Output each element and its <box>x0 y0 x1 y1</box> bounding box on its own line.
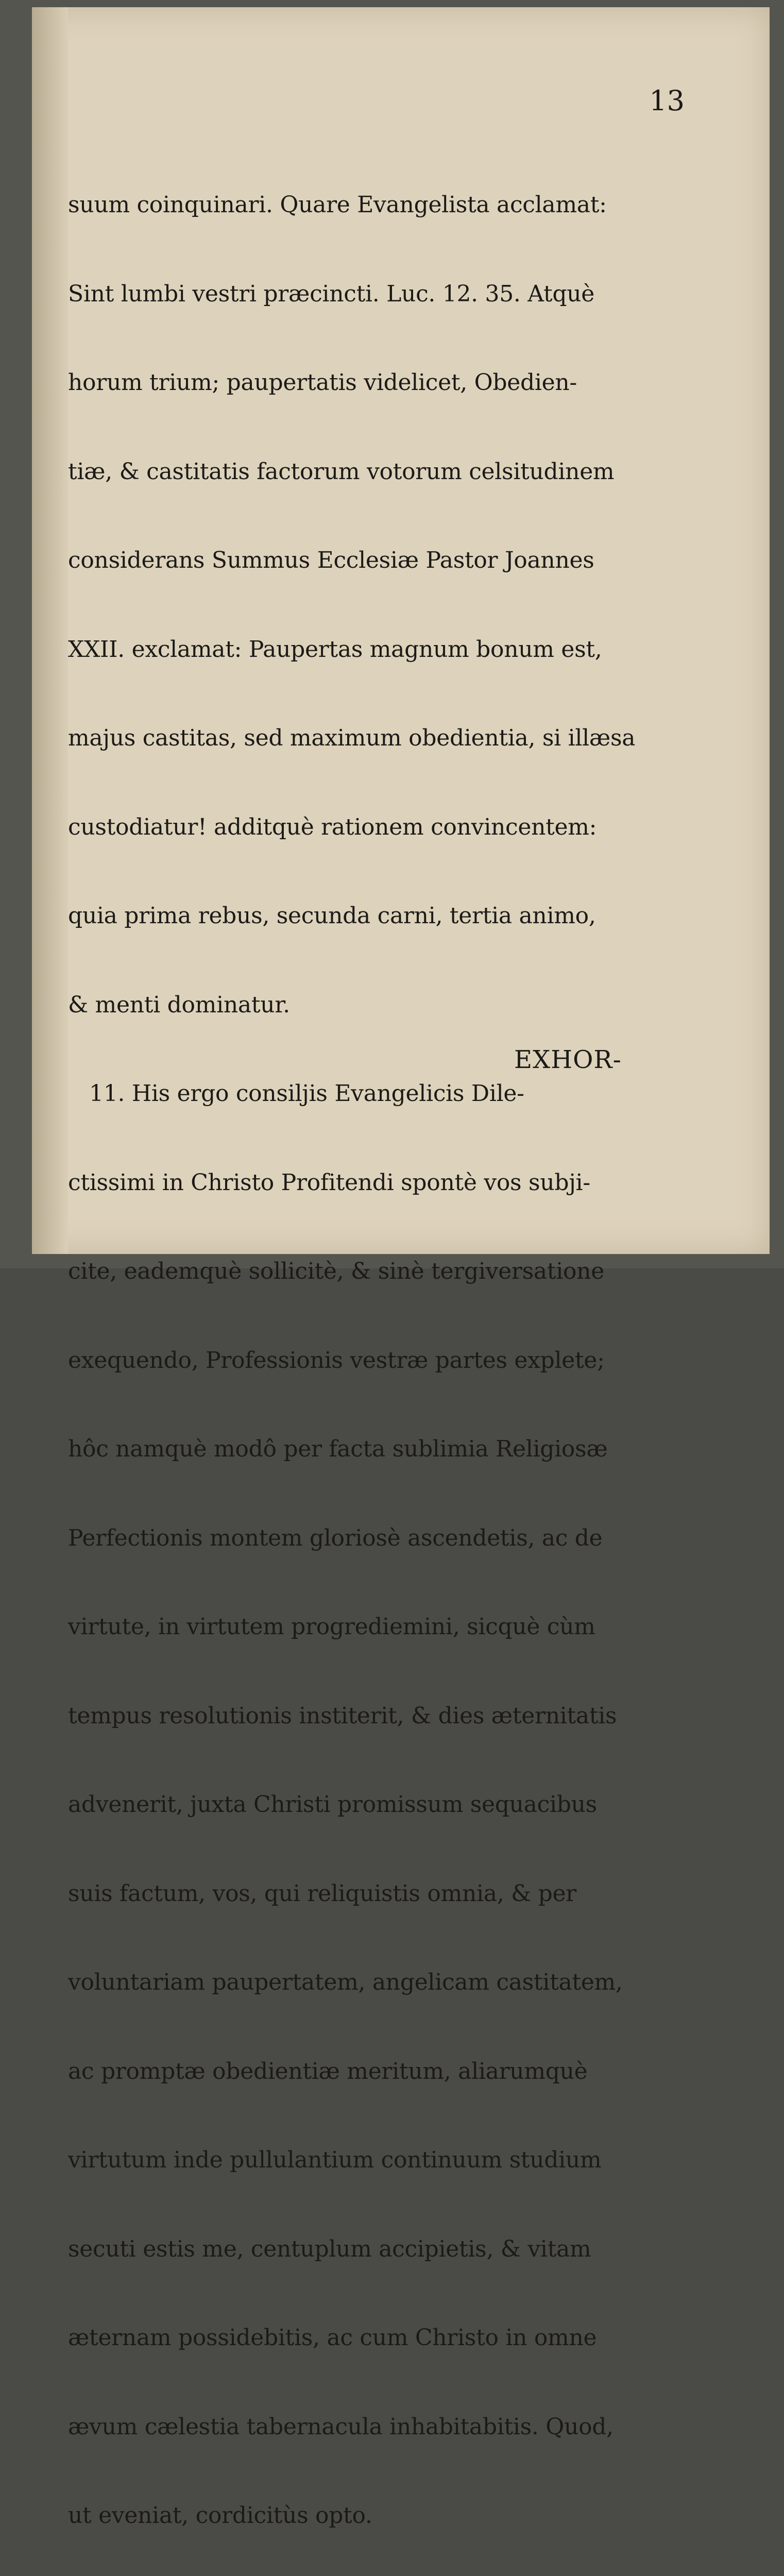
text-line: majus castitas, sed maximum obedientia, si illæsa <box>68 725 636 751</box>
text-line: cite, eademquè sollicitè, & sinè tergiversatione <box>68 1258 604 1284</box>
text-line: suis factum, vos, qui reliquistis omnia, & per <box>68 1880 577 1907</box>
text-line: ctissimi in Christo Profitendi spontè vos subji- <box>68 1169 590 1196</box>
text-line: 11. His ergo consiljis Evangelicis Dile- <box>68 1080 524 1107</box>
text-line: hôc namquè modô per facta sublimia Religiosæ <box>68 1436 608 1462</box>
text-line: tempus resolutionis institerit, & dies æternitatis <box>68 1702 617 1729</box>
text-line: virtutum inde pullulantium continuum studium <box>68 2147 602 2173</box>
text-line: virtute, in virtutem progrediemini, sicquè cùm <box>68 1614 595 1640</box>
page-number: 13 <box>649 84 685 117</box>
text-line: voluntariam paupertatem, angelicam castitatem, <box>68 1969 623 1995</box>
book-page <box>32 7 770 2529</box>
text-line: exequendo, Professionis vestræ partes explete; <box>68 1347 605 1374</box>
text-line: ac promptæ obedientiæ meritum, aliarumquè <box>68 2058 588 2084</box>
text-line: & menti dominatur. <box>68 991 290 1018</box>
body-text <box>68 131 686 2576</box>
page-gutter <box>32 7 68 1254</box>
text-line: tiæ, & castitatis factorum votorum celsitudinem <box>68 458 615 485</box>
text-line: quia prima rebus, secunda carni, tertia animo, <box>68 903 596 929</box>
text-line: æternam possidebitis, ac cum Christo in omne <box>68 2325 597 2351</box>
text-line: ut eveniat, cordicitùs opto. <box>68 2502 372 2529</box>
text-line: advenerit, juxta Christi promissum sequacibus <box>68 1791 597 1818</box>
catchword: EXHOR- <box>514 1045 622 1074</box>
text-line: ævum cælestia tabernacula inhabitabitis. Quod, <box>68 2413 613 2440</box>
text-line: Perfectionis montem gloriosè ascendetis, ac de <box>68 1524 603 1551</box>
text-line: secuti estis me, centuplum accipietis, & vitam <box>68 2235 591 2262</box>
text-line: XXII. exclamat: Paupertas magnum bonum est, <box>68 636 602 663</box>
text-line: custodiatur! additquè rationem convincentem: <box>68 814 597 840</box>
text-line: Sint lumbi vestri præcincti. Luc. 12. 35. Atquè <box>68 280 595 307</box>
text-line: horum trium; paupertatis videlicet, Obedien- <box>68 369 577 396</box>
text-line: considerans Summus Ecclesiæ Pastor Joannes <box>68 547 594 573</box>
text-line: suum coinquinari. Quare Evangelista acclamat: <box>68 192 607 218</box>
